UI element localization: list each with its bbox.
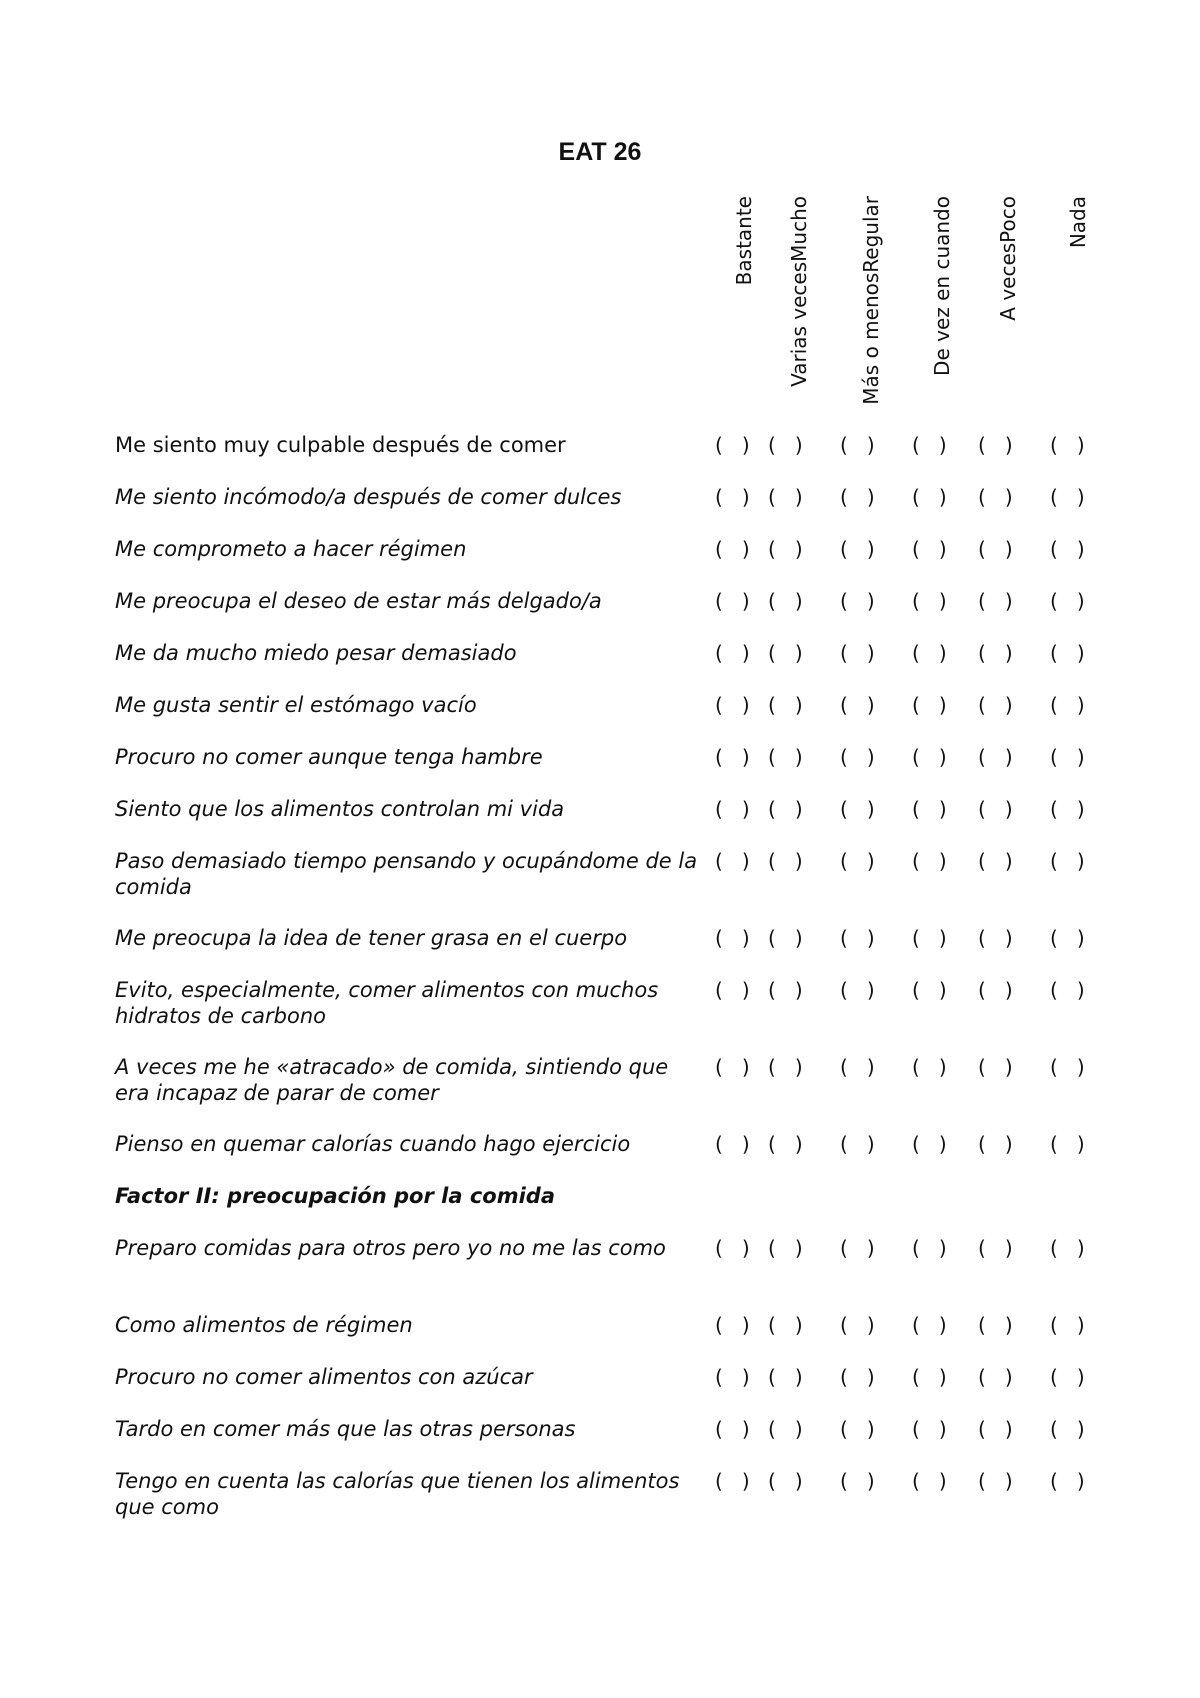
answer-option-5[interactable]: ( ) [978,1236,1013,1260]
answer-option-1[interactable]: ( ) [715,1132,750,1156]
answer-option-6[interactable]: ( ) [1050,589,1085,613]
question-text: Como alimentos de régimen [115,1313,413,1337]
answer-option-6[interactable]: ( ) [1050,1469,1085,1493]
answer-option-4[interactable]: ( ) [912,1055,947,1079]
answer-option-3[interactable]: ( ) [840,849,875,873]
column-header-de-vez-en-cuando [926,196,958,446]
answer-option-3[interactable]: ( ) [840,1469,875,1493]
answer-option-6[interactable]: ( ) [1050,693,1085,717]
answer-option-1[interactable]: ( ) [715,1236,750,1260]
answer-option-6[interactable]: ( ) [1050,1132,1085,1156]
answer-option-3[interactable]: ( ) [840,1132,875,1156]
answer-option-4[interactable]: ( ) [912,589,947,613]
answer-option-1[interactable]: ( ) [715,926,750,950]
answer-option-6[interactable]: ( ) [1050,1236,1085,1260]
answer-option-2[interactable]: ( ) [768,693,803,717]
answer-option-5[interactable]: ( ) [978,1469,1013,1493]
answer-option-1[interactable]: ( ) [715,589,750,613]
answer-option-4[interactable]: ( ) [912,537,947,561]
answer-option-5[interactable]: ( ) [978,1313,1013,1337]
answer-option-4[interactable]: ( ) [912,1365,947,1389]
column-header-label: Bastante [732,196,756,286]
answer-option-3[interactable]: ( ) [840,1365,875,1389]
answer-option-3[interactable]: ( ) [840,693,875,717]
answer-option-4[interactable]: ( ) [912,485,947,509]
answer-option-5[interactable]: ( ) [978,641,1013,665]
question-text: Preparo comidas para otros pero yo no me las como [115,1236,666,1260]
answer-option-4[interactable]: ( ) [912,1417,947,1441]
answer-option-1[interactable]: ( ) [715,1469,750,1493]
question-text: Pienso en quemar calorías cuando hago ejercicio [115,1132,631,1156]
answer-option-2[interactable]: ( ) [768,1417,803,1441]
answer-option-3[interactable]: ( ) [840,926,875,950]
answer-option-5[interactable]: ( ) [978,849,1013,873]
answer-option-4[interactable]: ( ) [912,1313,947,1337]
answer-option-1[interactable]: ( ) [715,797,750,821]
answer-option-3[interactable]: ( ) [840,433,875,457]
answer-option-3[interactable]: ( ) [840,1055,875,1079]
answer-option-4[interactable]: ( ) [912,433,947,457]
answer-option-5[interactable]: ( ) [978,745,1013,769]
question-text: Tengo en cuenta las calorías que tienen los alimentos que como [115,1469,680,1519]
answer-option-4[interactable]: ( ) [912,926,947,950]
answer-option-6[interactable]: ( ) [1050,485,1085,509]
answer-option-2[interactable]: ( ) [768,485,803,509]
answer-option-3[interactable]: ( ) [840,589,875,613]
answer-option-6[interactable]: ( ) [1050,797,1085,821]
answer-option-6[interactable]: ( ) [1050,1365,1085,1389]
question-text: Paso demasiado tiempo pensando y ocupándome de la comida [115,849,698,899]
answer-option-2[interactable]: ( ) [768,1469,803,1493]
answer-option-6[interactable]: ( ) [1050,537,1085,561]
question-text: Tardo en comer más que las otras personas [115,1417,576,1441]
column-header-a-veces-poco [992,196,1024,446]
answer-option-1[interactable]: ( ) [715,1365,750,1389]
answer-option-1[interactable]: ( ) [715,1313,750,1337]
answer-option-4[interactable]: ( ) [912,641,947,665]
answer-option-5[interactable]: ( ) [978,1132,1013,1156]
column-header-bastante [728,196,760,446]
question-text: Me preocupa la idea de tener grasa en el cuerpo [115,926,628,950]
answer-option-2[interactable]: ( ) [768,745,803,769]
answer-option-1[interactable]: ( ) [715,849,750,873]
answer-option-5[interactable]: ( ) [978,1365,1013,1389]
question-text: Me siento incómodo/a después de comer dulces [115,485,622,509]
answer-option-1[interactable]: ( ) [715,433,750,457]
answer-option-2[interactable]: ( ) [768,433,803,457]
column-header-label: Más o menosRegular [859,196,883,405]
answer-option-2[interactable]: ( ) [768,641,803,665]
answer-option-1[interactable]: ( ) [715,693,750,717]
answer-option-1[interactable]: ( ) [715,978,750,1002]
question-text: Me comprometo a hacer régimen [115,537,467,561]
column-header-varias-veces-mucho [783,196,815,446]
answer-option-1[interactable]: ( ) [715,1055,750,1079]
column-header-nada [1062,196,1094,446]
question-text: Me da mucho miedo pesar demasiado [115,641,517,665]
answer-option-5[interactable]: ( ) [978,693,1013,717]
answer-option-2[interactable]: ( ) [768,1132,803,1156]
answer-option-1[interactable]: ( ) [715,1417,750,1441]
answer-option-3[interactable]: ( ) [840,1417,875,1441]
answer-option-5[interactable]: ( ) [978,589,1013,613]
question-text: Siento que los alimentos controlan mi vida [115,797,565,821]
answer-option-6[interactable]: ( ) [1050,433,1085,457]
answer-option-3[interactable]: ( ) [840,485,875,509]
answer-option-2[interactable]: ( ) [768,926,803,950]
answer-option-6[interactable]: ( ) [1050,641,1085,665]
answer-option-6[interactable]: ( ) [1050,849,1085,873]
answer-option-3[interactable]: ( ) [840,641,875,665]
answer-option-2[interactable]: ( ) [768,978,803,1002]
question-text: Procuro no comer aunque tenga hambre [115,745,543,769]
answer-option-5[interactable]: ( ) [978,485,1013,509]
answer-option-5[interactable]: ( ) [978,1417,1013,1441]
answer-option-4[interactable]: ( ) [912,693,947,717]
answer-option-3[interactable]: ( ) [840,745,875,769]
section-heading: Factor II: preocupación por la comida [115,1184,555,1208]
column-header-mas-o-menos-regular [855,196,887,446]
answer-option-2[interactable]: ( ) [768,589,803,613]
answer-option-6[interactable]: ( ) [1050,745,1085,769]
answer-option-6[interactable]: ( ) [1050,1417,1085,1441]
answer-option-4[interactable]: ( ) [912,797,947,821]
answer-option-6[interactable]: ( ) [1050,978,1085,1002]
question-text: Me gusta sentir el estómago vacío [115,693,477,717]
answer-option-1[interactable]: ( ) [715,485,750,509]
answer-option-1[interactable]: ( ) [715,641,750,665]
answer-option-5[interactable]: ( ) [978,926,1013,950]
answer-option-3[interactable]: ( ) [840,1236,875,1260]
column-header-label: De vez en cuando [930,196,954,376]
answer-option-4[interactable]: ( ) [912,1236,947,1260]
question-text: Me preocupa el deseo de estar más delgado/a [115,589,602,613]
answer-option-4[interactable]: ( ) [912,1469,947,1493]
answer-option-6[interactable]: ( ) [1050,926,1085,950]
answer-option-5[interactable]: ( ) [978,433,1013,457]
answer-option-3[interactable]: ( ) [840,1313,875,1337]
answer-option-3[interactable]: ( ) [840,978,875,1002]
answer-option-2[interactable]: ( ) [768,797,803,821]
answer-option-5[interactable]: ( ) [978,978,1013,1002]
answer-option-1[interactable]: ( ) [715,537,750,561]
answer-option-1[interactable]: ( ) [715,745,750,769]
answer-option-4[interactable]: ( ) [912,849,947,873]
answer-option-2[interactable]: ( ) [768,1313,803,1337]
answer-option-2[interactable]: ( ) [768,537,803,561]
question-text: Me siento muy culpable después de comer [115,433,566,457]
answer-option-5[interactable]: ( ) [978,797,1013,821]
answer-option-4[interactable]: ( ) [912,978,947,1002]
answer-option-2[interactable]: ( ) [768,1236,803,1260]
answer-option-5[interactable]: ( ) [978,537,1013,561]
column-header-label: Nada [1066,196,1090,249]
answer-option-3[interactable]: ( ) [840,537,875,561]
answer-option-2[interactable]: ( ) [768,1365,803,1389]
question-text: Procuro no comer alimentos con azúcar [115,1365,533,1389]
answer-option-6[interactable]: ( ) [1050,1313,1085,1337]
question-text: Evito, especialmente, comer alimentos con muchos hidratos de carbono [115,978,659,1028]
question-text: A veces me he «atracado» de comida, sintiendo que era incapaz de parar de comer [115,1055,669,1105]
answer-option-2[interactable]: ( ) [768,849,803,873]
answer-option-4[interactable]: ( ) [912,745,947,769]
answer-option-3[interactable]: ( ) [840,797,875,821]
column-header-label: Varias vecesMucho [787,196,811,387]
answer-option-5[interactable]: ( ) [978,1055,1013,1079]
column-header-label: A vecesPoco [996,196,1020,321]
answer-option-2[interactable]: ( ) [768,1055,803,1079]
page-title: EAT 26 [558,138,642,166]
answer-option-6[interactable]: ( ) [1050,1055,1085,1079]
answer-option-4[interactable]: ( ) [912,1132,947,1156]
